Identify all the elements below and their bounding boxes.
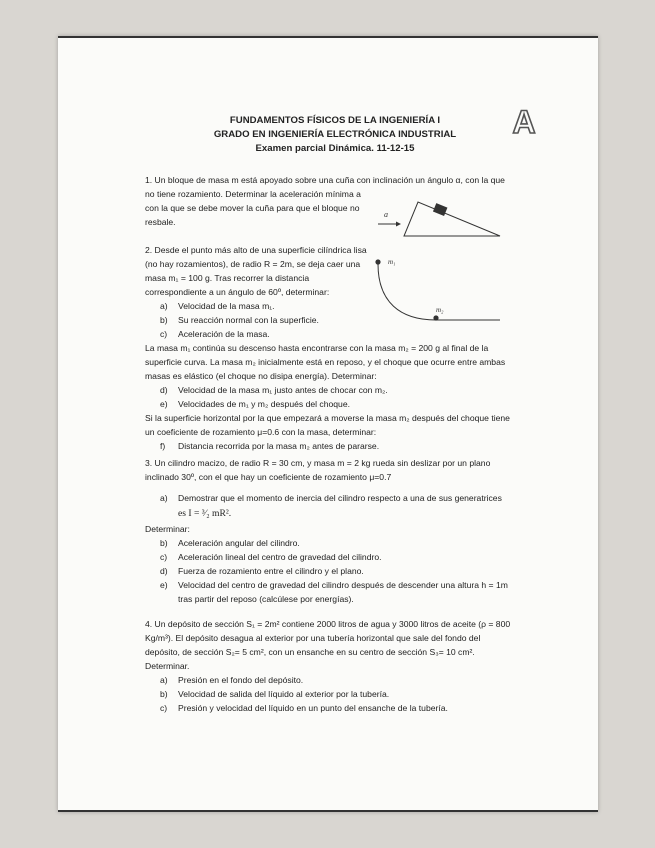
q2-item-f: f) Distancia recorrida por la masa m₂ antes de pararse.: [160, 441, 380, 451]
version-mark-a: [507, 104, 541, 138]
block-on-wedge: [433, 203, 447, 216]
q3-item-d: d) Fuerza de rozamiento entre el cilindro y el plano.: [160, 566, 364, 576]
q2-item-c: c) Aceleración de la masa.: [160, 329, 270, 339]
q4-line2: Kg/m³). El depósito desagua al exterior por una tubería horizontal que sale del fondo del: [145, 633, 481, 643]
q3-item-e-cont: tras partir del reposo (calcúlese por energías).: [178, 594, 354, 604]
q4-determinar: Determinar.: [145, 661, 190, 671]
mass-m1: [375, 259, 380, 264]
q2-line5: La masa m₁ continúa su descenso hasta encontrarse con la masa m₂ = 200 g al final de la: [145, 343, 489, 353]
q3-item-e: e) Velocidad del centro de gravedad del cilindro después de descender una altura h = 1m: [160, 580, 508, 590]
q3-item-a-formula: es I = ³⁄₂ mR².: [178, 508, 232, 519]
q4-item-c: c) Presión y velocidad del líquido en un punto del ensanche de la tubería.: [160, 703, 448, 713]
q4-line3: depósito, de sección S₂= 5 cm², con un ensanche en su centro de sección S₃= 10 cm².: [145, 647, 475, 657]
q4-item-a: a) Presión en el fondo del depósito.: [160, 675, 304, 685]
q2-line1: 2. Desde el punto más alto de una superficie cilíndrica lisa: [145, 245, 367, 255]
wedge-figure: [374, 196, 504, 241]
q3-item-a: a) Demostrar que el momento de inercia del cilindro respecto a una de sus generatrices: [160, 493, 502, 503]
q2-line8: Si la superficie horizontal por la que empezará a moverse la masa m₂ después del choque tiene: [145, 413, 510, 423]
exam-header: [200, 114, 470, 156]
q2-item-d: d) Velocidad de la masa m₁ justo antes de chocar con m₂.: [160, 385, 388, 395]
q2-item-a: a) Velocidad de la masa m₁.: [160, 301, 275, 311]
label-m1: m₁: [388, 258, 396, 266]
q3-line1: 3. Un cilindro macizo, de radio R = 30 cm, y masa m = 2 kg rueda sin deslizar por un plano: [145, 458, 491, 468]
q3-line2: inclinado 30º, con el que hay un coeficiente de rozamiento μ=0.7: [145, 472, 392, 482]
q1-line2: no tiene rozamiento. Determinar la aceleración mínima a: [145, 189, 361, 199]
q2-item-e: e) Velocidades de m₁ y m₂ después del choque.: [160, 399, 351, 409]
q4-item-b: b) Velocidad de salida del líquido al exterior por la tubería.: [160, 689, 390, 699]
version-letter: A: [512, 104, 536, 138]
q3-item-b: b) Aceleración angular del cilindro.: [160, 538, 300, 548]
exam-title: Examen parcial Dinámica. 11-12-15: [255, 143, 415, 154]
q2-line2: (no hay rozamientos), de radio R = 2m, se deja caer una: [145, 259, 361, 269]
q2-line3: masa m₁ = 100 g. Tras recorrer la distancia: [145, 273, 310, 283]
wedge-triangle: [404, 202, 500, 236]
label-m2: m₂: [436, 306, 444, 314]
q2-line7: masas es elástico (el choque no disipa energía). Determinar:: [145, 371, 377, 381]
q2-line6: superficie curva. La masa m₂ inicialmente está en reposo, y el choque que ocurre entre ambas: [145, 357, 506, 367]
q3-item-c: c) Aceleración lineal del centro de gravedad del cilindro.: [160, 552, 382, 562]
q1-line4: resbale.: [145, 217, 176, 227]
accel-label: a: [384, 210, 388, 219]
q2-line4: correspondiente a un ángulo de 60º, determinar:: [145, 287, 330, 297]
accel-arrow-head: [396, 222, 401, 227]
degree-title: GRADO EN INGENIERÍA ELECTRÓNICA INDUSTRIAL: [213, 129, 457, 140]
q2-line9: un coeficiente de rozamiento μ=0.6 con la masa, determinar:: [145, 427, 377, 437]
course-title: FUNDAMENTOS FÍSICOS DE LA INGENIERÍA I: [229, 115, 441, 126]
cylinder-surface-figure: [370, 252, 510, 332]
q2-item-b: b) Su reacción normal con la superficie.: [160, 315, 319, 325]
q1-line1: 1. Un bloque de masa m está apoyado sobre una cuña con inclinación un ángulo α, con la que: [145, 175, 505, 185]
q3-determinar: Determinar:: [145, 524, 190, 534]
mass-m2: [433, 315, 438, 320]
q1-line3: con la que se debe mover la cuña para que el bloque no: [145, 203, 360, 213]
q4-line1: 4. Un depósito de sección S₁ = 2m² contiene 2000 litros de agua y 3000 litros de aceite (ρ = 800: [145, 619, 511, 629]
